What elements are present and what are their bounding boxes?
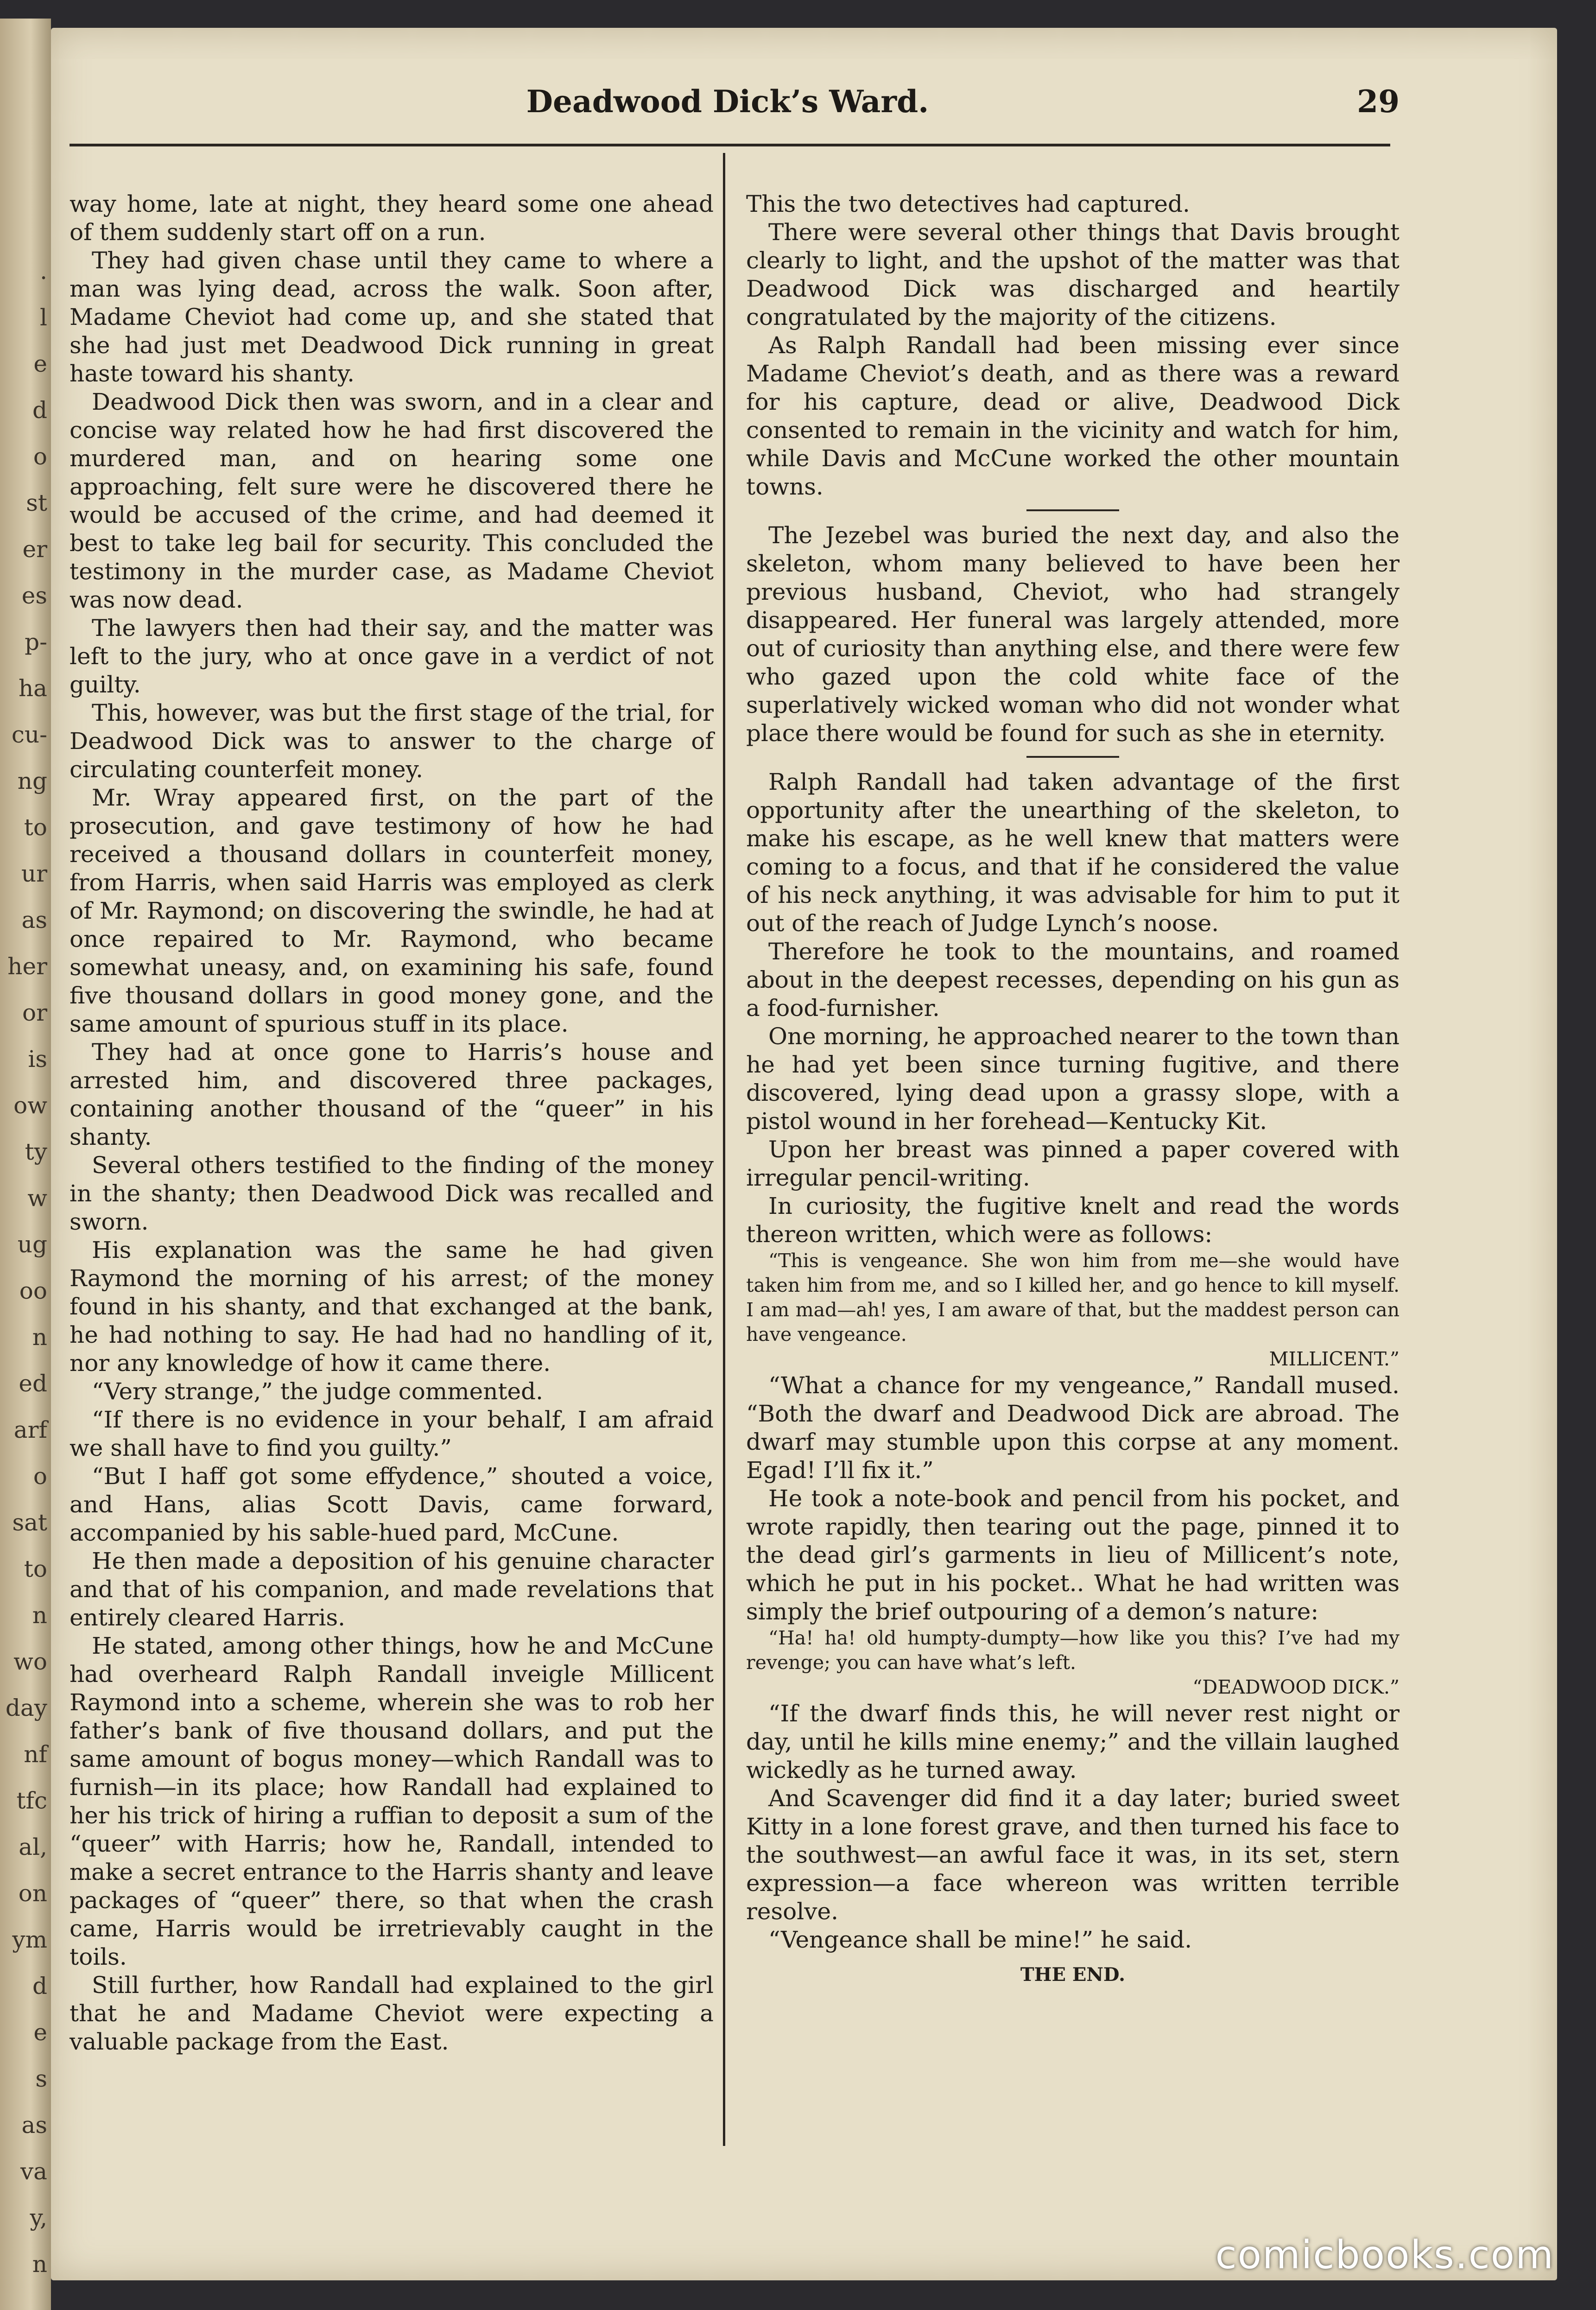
margin-fragment: tfc — [16, 1787, 47, 1814]
previous-page-edge — [0, 19, 51, 2310]
paragraph: In curiosity, the fugitive knelt and read the words thereon written, which were as follows: — [746, 1193, 1400, 1248]
paragraph: As Ralph Randall had been missing ever since Madame Cheviot’s death, and as there was a reward for his capture, dead or alive, Deadwood Dick consented to remain in the vicinity and watch for him, while Davis and McCune worked the other mountain towns. — [746, 332, 1400, 500]
paragraph: way home, late at night, they heard some one ahead of them suddenly start off on a run. — [70, 190, 714, 246]
margin-fragment: w — [27, 1185, 47, 1212]
margin-fragment: day — [5, 1694, 47, 1721]
margin-fragment: ow — [13, 1092, 47, 1119]
paragraph: He stated, among other things, how he and McCune had overheard Ralph Randall inveigle Millicent Raymond into a scheme, wherein she was to rob her father’s bank of five thousand dollars, and put the same amount of bogus money—which Randall was to furnish—in its place; how Randall had explained to her his trick of hiring a ruffian to deposit a sum of the “queer” with Harris; how he, Randall, intended to make a secret entrance to the Harris shanty and leave packages of “queer” there, so that when the crash came, Harris would be irretrievably caught in the toils. — [70, 1632, 714, 1970]
paragraph: They had given chase until they came to where a man was lying dead, across the walk. Soon after, Madame Cheviot had come up, and she stated that she had just met Deadwood Dick running in great haste toward his shanty. — [70, 247, 714, 387]
margin-fragment: cu- — [11, 721, 47, 748]
paragraph: There were several other things that Davis brought clearly to light, and the upshot of the matter was that Deadwood Dick was discharged and heartily congratulated by the majority of the citizens. — [746, 219, 1400, 330]
paragraph: Still further, how Randall had explained to the girl that he and Madame Cheviot were expecting a valuable package from the East. — [70, 1972, 714, 2055]
left-column — [70, 190, 714, 2056]
margin-fragment: ty — [25, 1138, 47, 1165]
margin-fragment: s — [35, 2065, 47, 2092]
page-header — [56, 83, 1400, 139]
paragraph: Deadwood Dick then was sworn, and in a clear and concise way related how he had first discovered the murdered man, and on hearing some one approaching, felt sure were he discovered there he would be accused of the crime, and had deemed it best to take leg bail for security. This concluded the testimony in the murder case, as Madame Cheviot was now dead. — [70, 388, 714, 613]
paragraph: They had at once gone to Harris’s house and arrested him, and discovered three packages, containing another thousand of the “queer” in his shanty. — [70, 1039, 714, 1150]
note-signature: MILLICENT.” — [1269, 1348, 1400, 1370]
paragraph: This the two detectives had captured. — [746, 190, 1190, 217]
margin-fragment: as — [21, 2112, 47, 2139]
margin-fragment: d — [32, 397, 47, 424]
margin-fragment: sat — [12, 1509, 47, 1536]
margin-fragment: er — [22, 536, 47, 563]
margin-fragment: to — [24, 814, 47, 841]
paragraph: “If there is no evidence in your behalf, I am afraid we shall have to find you guilty.” — [70, 1406, 714, 1461]
margin-fragment: va — [20, 2158, 47, 2185]
margin-fragment: o — [33, 443, 47, 470]
section-separator — [1026, 509, 1119, 511]
margin-fragment: to — [24, 1555, 47, 1582]
margin-fragment: p- — [25, 628, 47, 655]
paragraph: His explanation was the same he had given Raymond the morning of his arrest; of the money found in his shanty, and that exchanged at the bank, he had nothing to say. He had had no handling of it, nor any knowledge of how it came there. — [70, 1237, 714, 1377]
paragraph: One morning, he approached nearer to the town than he had yet been since turning fugitive, and there discovered, lying dead upon a grassy slope, with a pistol wound in her forehead—Kentucky Kit. — [746, 1023, 1400, 1135]
quoted-note: “This is vengeance. She won him from me—she would have taken him from me, and so I killed her, and go hence to kill myself. I am mad—ah! yes, I am aware of that, but the maddest person can have vengeance. — [746, 1250, 1400, 1345]
paragraph: Mr. Wray appeared first, on the part of the prosecution, and gave testimony of how he had received a thousand dollars in counterfeit money, from Harris, when said Harris was employed as clerk of Mr. Raymond; on discovering the swindle, he had at once repaired to Mr. Raymond, who became somewhat uneasy, and, on examining his safe, found five thousand dollars in good money gone, and the same amount of spurious stuff in its place. — [70, 784, 714, 1037]
paragraph: “If the dwarf finds this, he will never rest night or day, until he kills mine enemy;” and the villain laughed wickedly as he turned away. — [746, 1700, 1400, 1783]
margin-fragment: is — [28, 1046, 47, 1072]
paragraph: Several others testified to the finding of the money in the shanty; then Deadwood Dick was recalled and sworn. — [70, 1152, 714, 1235]
the-end: THE END. — [1020, 1964, 1126, 1986]
margin-fragment: es — [21, 582, 47, 609]
header-rule — [70, 144, 1390, 146]
margin-fragment: ha — [18, 675, 47, 702]
paragraph: The Jezebel was buried the next day, and also the skeleton, whom many believed to have been her previous husband, Cheviot, who had strangely disappeared. Her funeral was largely attended, more out of curiosity than anything else, and there were few who gazed upon the cold white face of the superlatively wicked woman who did not wonder what place there would be found for such as she in eternity. — [746, 522, 1400, 747]
margin-fragment: as — [21, 907, 47, 933]
watermark: comicbooks.com — [1215, 2232, 1554, 2278]
paragraph: Upon her breast was pinned a paper covered with irregular pencil-writing. — [746, 1136, 1400, 1191]
section-separator — [1026, 756, 1119, 758]
margin-fragment: on — [18, 1880, 47, 1907]
margin-fragment: ym — [12, 1926, 47, 1953]
margin-fragment: st — [26, 489, 47, 516]
margin-fragment: wo — [13, 1648, 47, 1675]
paragraph: “But I haff got some effydence,” shouted a voice, and Hans, alias Scott Davis, came forward, accompanied by his sable-hued pard, McCune. — [70, 1463, 714, 1546]
margin-fragment: oo — [19, 1277, 47, 1304]
paragraph: “Very strange,” the judge commented. — [92, 1378, 543, 1405]
margin-fragment: nf — [24, 1741, 47, 1768]
margin-fragment: . — [40, 258, 47, 285]
margin-fragment: ng — [17, 768, 47, 794]
paragraph: “Vengeance shall be mine!” he said. — [768, 1926, 1192, 1953]
paragraph: And Scavenger did find it a day later; buried sweet Kitty in a lone forest grave, and then turned his face to the southwest—an awful face it was, in its set, stern expression—a face whereon was written terrible resolve. — [746, 1785, 1400, 1925]
margin-fragment: ug — [17, 1231, 47, 1258]
margin-fragment: n — [32, 1602, 47, 1629]
margin-fragment: e — [33, 2019, 47, 2046]
paragraph: The lawyers then had their say, and the matter was left to the jury, who at once gave in a verdict of not guilty. — [70, 615, 714, 698]
margin-fragment: n — [32, 2251, 47, 2278]
margin-fragment: e — [33, 350, 47, 377]
quoted-note: “Ha! ha! old humpty-dumpty—how like you this? I’ve had my revenge; you can have what’s left. — [746, 1627, 1400, 1674]
margin-fragment: ur — [21, 860, 47, 887]
margin-fragment: al, — [19, 1834, 47, 1860]
page-number: 29 — [1357, 83, 1400, 120]
margin-fragment: arf — [13, 1416, 47, 1443]
margin-fragment: or — [22, 999, 47, 1026]
paragraph: Therefore he took to the mountains, and roamed about in the deepest recesses, depending on his gun as a food-furnisher. — [746, 938, 1400, 1022]
margin-fragment: l — [40, 304, 47, 331]
margin-fragment: o — [33, 1463, 47, 1490]
margin-fragment: d — [32, 1973, 47, 1999]
right-column — [746, 190, 1400, 1989]
margin-fragment: her — [7, 953, 47, 980]
note-signature: “DEADWOOD DICK.” — [1192, 1676, 1400, 1698]
paragraph: This, however, was but the first stage of the trial, for Deadwood Dick was to answer to the charge of circulating counterfeit money. — [70, 699, 714, 783]
margin-fragment: n — [32, 1324, 47, 1351]
paragraph: Ralph Randall had taken advantage of the first opportunity after the unearthing of the skeleton, to make his escape, as he well knew that matters were coming to a focus, and that if he considered the value of his neck anything, it was advisable for him to put it out of the reach of Judge Lynch’s noose. — [746, 768, 1400, 937]
margin-fragment: y, — [30, 2204, 47, 2231]
running-title: Deadwood Dick’s Ward. — [526, 83, 929, 120]
paragraph: “What a chance for my vengeance,” Randall mused. “Both the dwarf and Deadwood Dick are abroad. The dwarf may stumble upon this corpse at any moment. Egad! I’ll fix it.” — [746, 1372, 1400, 1484]
column-divider — [723, 153, 725, 2146]
paragraph: He then made a deposition of his genuine character and that of his companion, and made revelations that entirely cleared Harris. — [70, 1548, 714, 1631]
margin-fragment: ed — [19, 1370, 47, 1397]
paragraph: He took a note-book and pencil from his pocket, and wrote rapidly, then tearing out the page, pinned it to the dead girl’s garments in lieu of Millicent’s note, which he put in his pocket.. What he had written was simply the brief outpouring of a demon’s nature: — [746, 1485, 1400, 1625]
